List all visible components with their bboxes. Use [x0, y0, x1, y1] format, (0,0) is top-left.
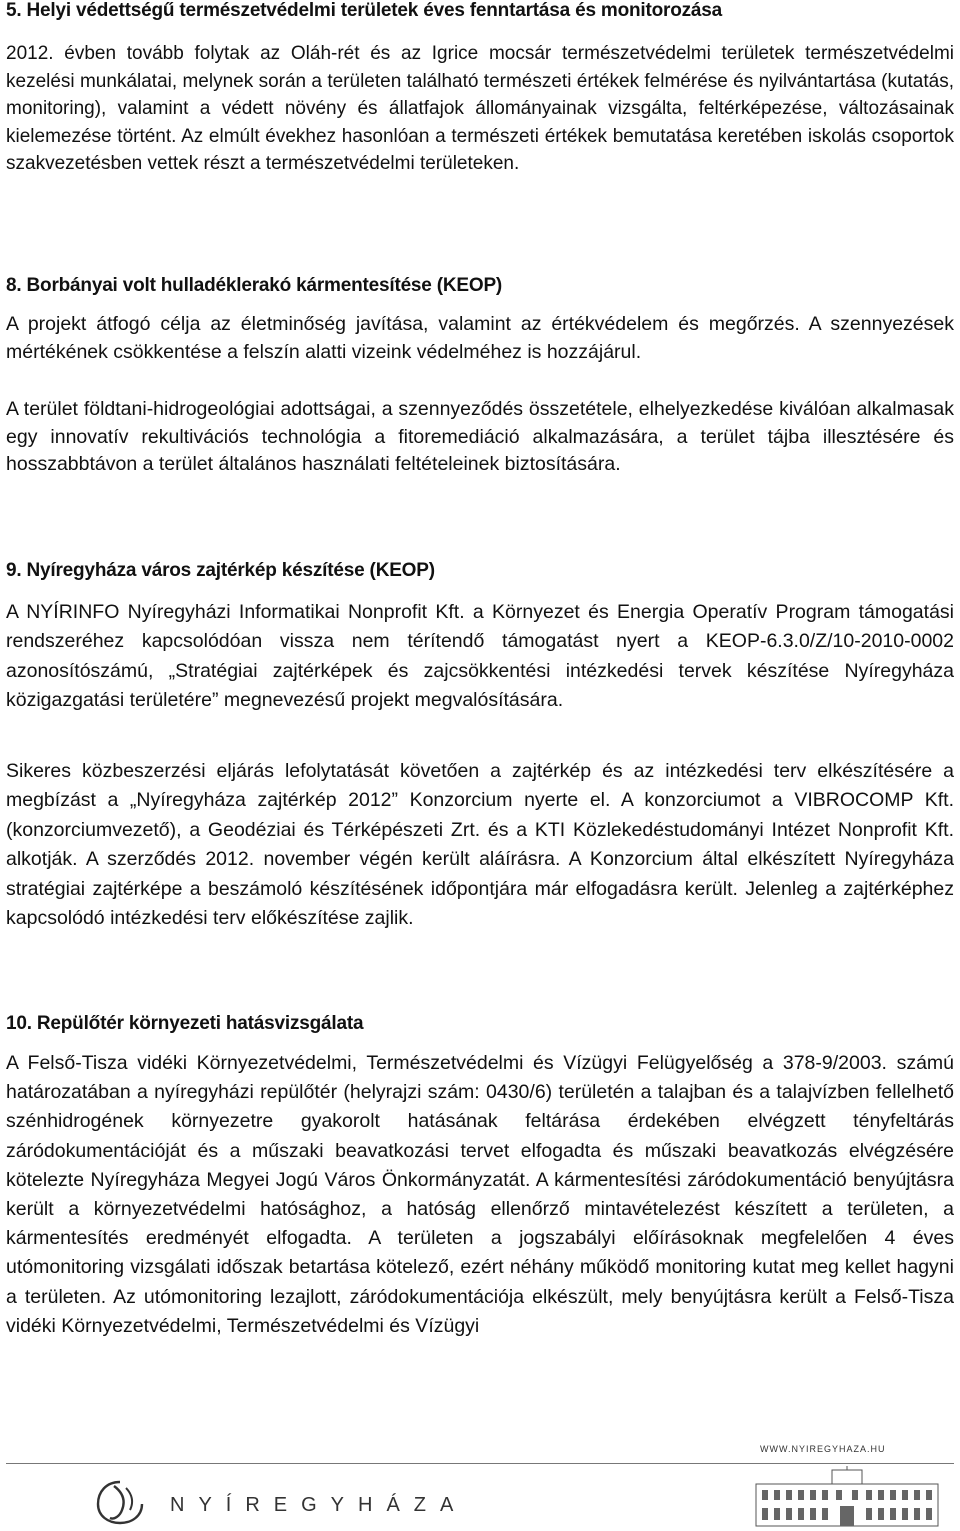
footer-divider	[6, 1463, 954, 1464]
section-heading: 5. Helyi védettségű természetvédelmi területek éves fenntartása és monitorozása	[6, 0, 723, 21]
section-heading: 10. Repülőtér környezeti hatásvizsgálata	[6, 1013, 364, 1034]
paragraph: 2012. évben tovább folytak az Oláh-rét és az Igrice mocsár természetvédelmi területek természetvédelmi kezelési munkálatai, melynek során a területen található természeti értékek felmérése és nyilvántartása (kutatás, monitoring), valamint a védett növény és állatfajok állományainak vizsgálta, feltérképezése, változásainak kielemezése történt. Az elmúlt évekhez hasonlóan a természeti értékek bemutatása keretében iskolás csoportok szakvezetésben vettek részt a természetvédelmi területeken.	[6, 43, 954, 175]
paragraph: Sikeres közbeszerzési eljárás lefolytatását követően a zajtérkép és az intézkedési terv elkészítésére a megbízást a „Nyíregyháza zajtérkép 2012” Konzorcium nyerte el. A konzorciumot a VIBROCOMP Kft. (konzorciumvezető), a Geodéziai és Térképészeti Zrt. és a KTI Közlekedéstudományi Intézet Nonprofit Kft. alkotják. A szerződés 2012. november végén került aláírásra. A Konzorcium által elkészített Nyíregyháza stratégiai zajtérképe a beszámoló készítésének időpontjára már elfogadásra került. Jelenleg a zajtérképhez kapcsolódó intézkedési terv előkészítése zajlik.	[6, 760, 954, 930]
paragraph: A Felső-Tisza vidéki Környezetvédelmi, Természetvédelmi és Vízügyi Felügyelőség a 378-9/2003. számú határozatában a nyíregyházi repülőtér (helyrajzi szám: 0430/6) területén a talajban és a talajvízben fellelhető szénhidrogének környezetre gyakorolt hatásának feltárása érdekében elvégzett tényfeltárás záródokumentációját és a műszaki beavatkozási tervet elfogadta és műszaki beavatkozás elvégzésére kötelezte Nyíregyháza Megyei Jogú Város Önkormányzatát. A kármentesítési záródokumentáció benyújtásra került a környezetvédelmi hatósághoz, a hatóság ellenőrző mintavételezést készített a területen, a kármentesítés eredményét elfogadta. A területen a jogszabályi előírásoknak megfelelően 4 éves utómonitoring vizsgálati időszak betartása kötelező, ezért néhány működő monitoring kutat meg kellet hagyni a területen. Az utómonitoring lezajlott, záródokumentációja elkészült, mely benyújtásra került a Felső-Tisza vidéki Környezetvédelmi, Természetvédelmi és Vízügyi	[6, 1052, 954, 1337]
footer-city-name: NYÍREGYHÁZA	[170, 1494, 468, 1516]
section-heading: 9. Nyíregyháza város zajtérkép készítése (KEOP)	[6, 560, 435, 581]
paragraph: A NYÍRINFO Nyíregyházi Informatikai Nonprofit Kft. a Környezet és Energia Operatív Program támogatási rendszeréhez kapcsolódóan vissza nem térítendő támogatást nyert a KEOP-6.3.0/Z/10-2010-0002 azonosítószámú, „Stratégiai zajtérképek és zajcsökkentési intézkedési tervek készítése Nyíregyháza közigazgatási területére” megnevezésű projekt megvalósítására.	[6, 601, 954, 712]
town-hall-building-icon	[752, 1466, 942, 1528]
nyiregyhaza-logo-icon	[92, 1478, 148, 1526]
paragraph: A projekt átfogó célja az életminőség javítása, valamint az értékvédelem és megőrzés. A szennyezések mértékének csökkentése a felszín alatti vizeink védelméhez is hozzájárul.	[6, 313, 954, 363]
section-heading: 8. Borbányai volt hulladéklerakó kármentesítése (KEOP)	[6, 275, 503, 296]
paragraph: A terület földtani-hidrogeológiai adottságai, a szennyeződés összetétele, elhelyezkedése kiválóan alkalmasak egy innovatív rekultivációs technológia a fitoremediáció alkalmazására, a terület tájba illesztésére és hosszabbtávon a terület általános használati feltételeinek biztosítására.	[6, 398, 954, 475]
footer-url: WWW.NYIREGYHAZA.HU	[760, 1444, 886, 1454]
